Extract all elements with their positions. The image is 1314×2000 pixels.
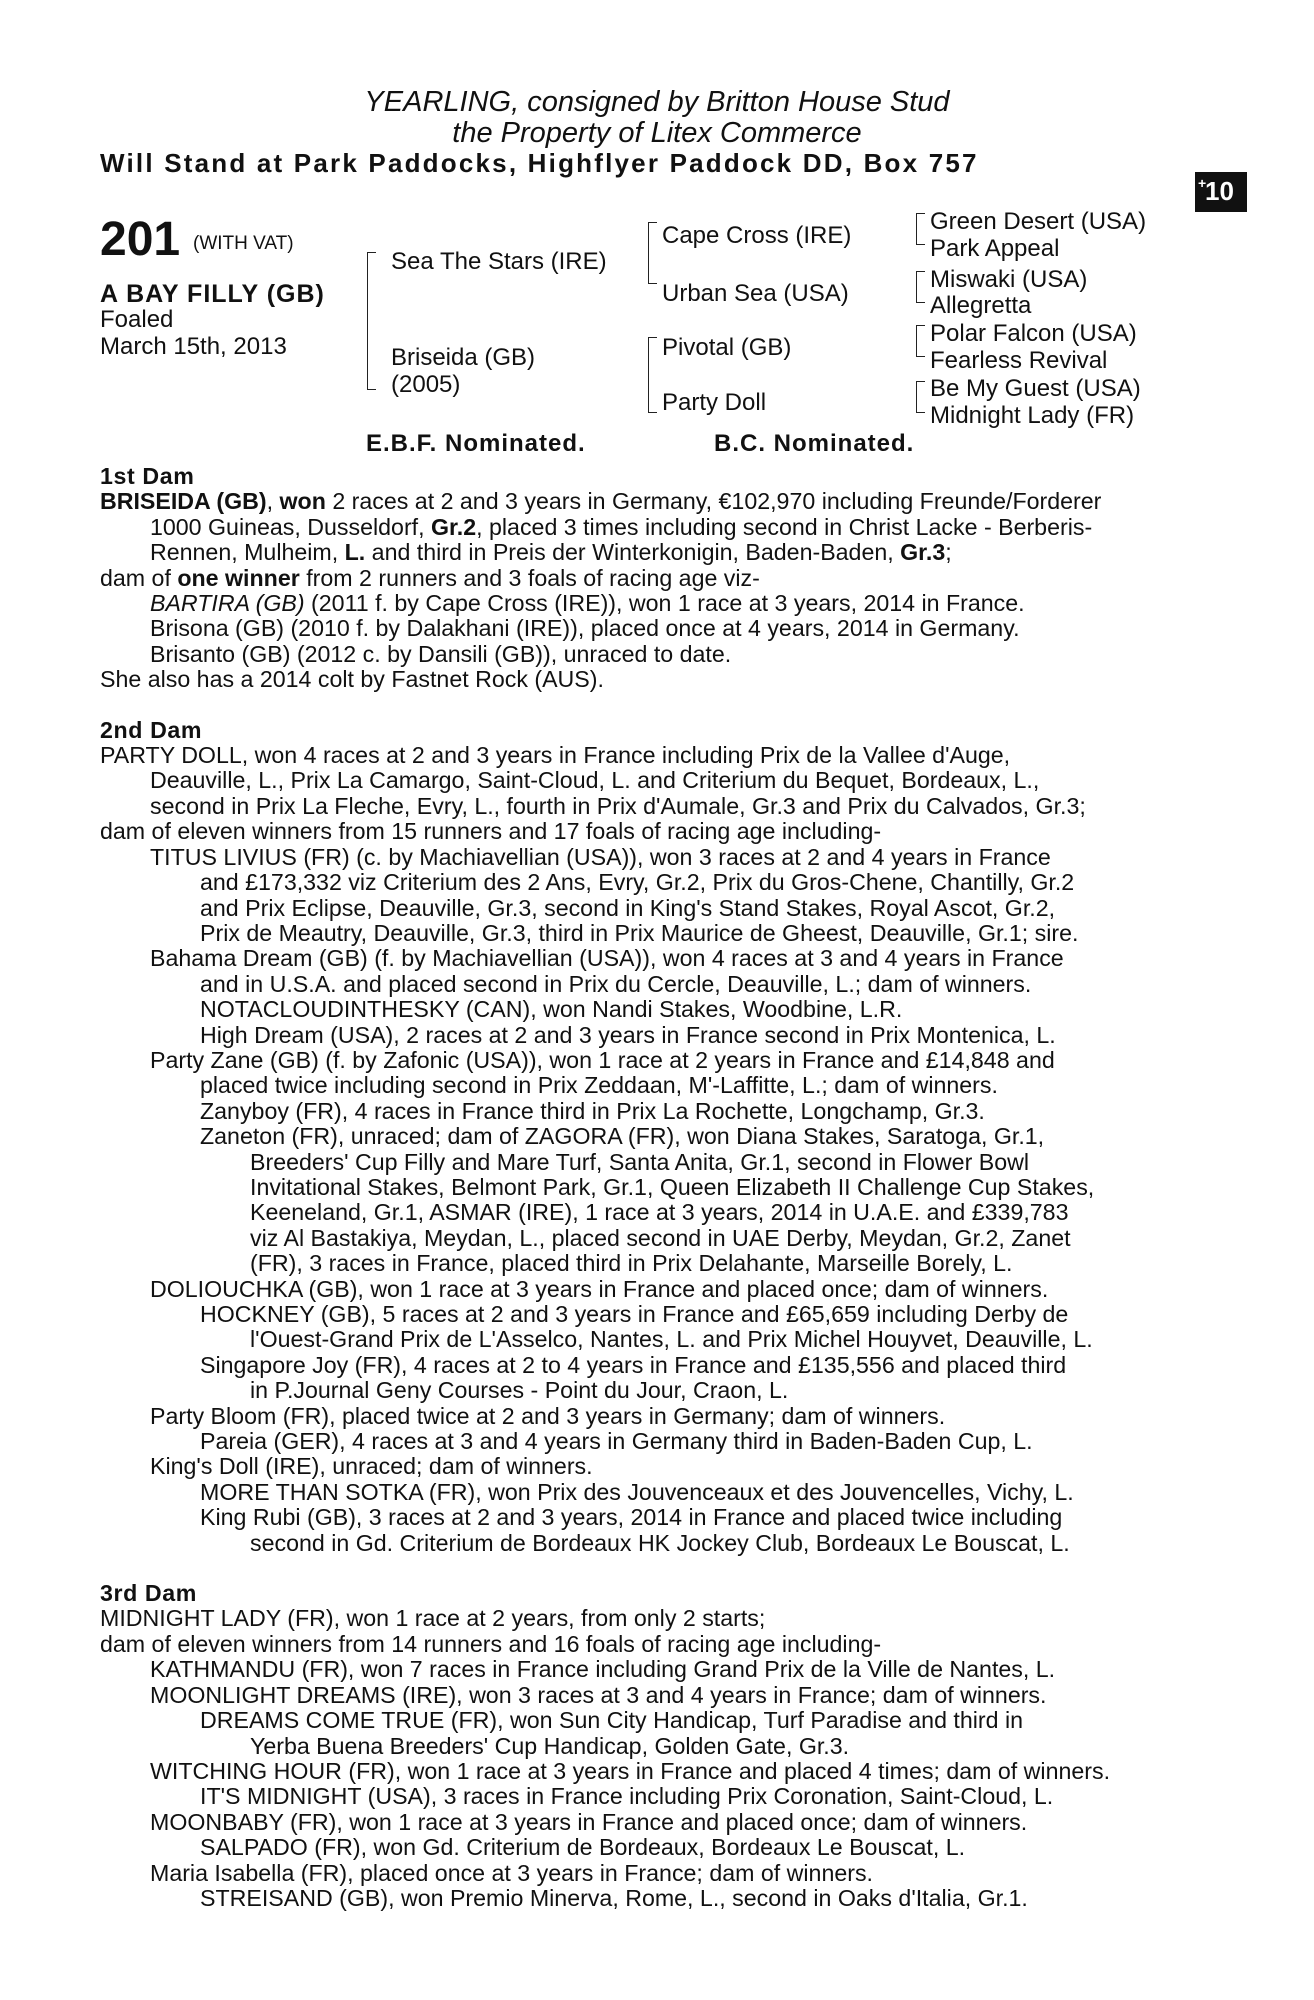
- produce-line: Party Zane (GB) (f. by Zafonic (USA)), won 1 race at 2 years in France and £14,848 and: [150, 1046, 1055, 1073]
- produce-line: placed twice including second in Prix Zeddaan, M'-Laffitte, L.; dam of winners.: [200, 1072, 998, 1099]
- pedigree-brace-2a: [648, 222, 657, 284]
- ebf-nominated: E.B.F. Nominated.: [366, 430, 586, 457]
- produce-line: She also has a 2014 colt by Fastnet Rock (AUS).: [100, 666, 604, 693]
- produce-line: Singapore Joy (FR), 4 races at 2 to 4 years in France and £135,556 and placed third: [200, 1351, 1067, 1378]
- produce-line: Breeders' Cup Filly and Mare Turf, Santa Anita, Gr.1, second in Flower Bowl: [250, 1148, 1029, 1175]
- second-dam-line: second in Prix La Fleche, Evry, L., fourth in Prix d'Aumale, Gr.3 and Prix du Calvados, Gr.3;: [150, 792, 1086, 819]
- produce-line: King's Doll (IRE), unraced; dam of winners.: [150, 1453, 593, 1480]
- pedigree-ds: Pivotal (GB): [662, 334, 792, 361]
- pedigree-brace-2b: [648, 337, 657, 413]
- pedigree-brace-3a: [916, 213, 925, 245]
- pedigree-ssd: Park Appeal: [930, 235, 1060, 262]
- produce-line: Zanyboy (FR), 4 races in France third in Prix La Rochette, Longchamp, Gr.3.: [200, 1097, 985, 1124]
- pedigree-brace-1: [367, 252, 376, 390]
- produce-line: Bahama Dream (GB) (f. by Machiavellian (USA)), won 4 races at 3 and 4 years in France: [150, 945, 1064, 972]
- produce-line: Party Bloom (FR), placed twice at 2 and 3 years in Germany; dam of winners.: [150, 1402, 946, 1429]
- third-dam-heading: 3rd Dam: [100, 1580, 197, 1607]
- second-dam-line: Deauville, L., Prix La Camargo, Saint-Cloud, L. and Criterium du Bequet, Bordeaux, L.,: [150, 767, 1040, 794]
- barn-badge: [1195, 172, 1247, 212]
- produce-line: NOTACLOUDINTHESKY (CAN), won Nandi Stakes, Woodbine, L.R.: [200, 996, 903, 1023]
- pedigree-sds: Miswaki (USA): [930, 266, 1088, 293]
- produce-line: Yerba Buena Breeders' Cup Handicap, Golden Gate, Gr.3.: [250, 1732, 850, 1759]
- pedigree-dd: Party Doll: [662, 389, 767, 416]
- produce-line: WITCHING HOUR (FR), won 1 race at 3 years in France and placed 4 times; dam of winners.: [150, 1757, 1111, 1784]
- second-dam-heading: 2nd Dam: [100, 716, 203, 743]
- first-dam-heading: 1st Dam: [100, 463, 195, 489]
- produce-line: IT'S MIDNIGHT (USA), 3 races in France including Prix Coronation, Saint-Cloud, L.: [200, 1783, 1054, 1810]
- produce-line: second in Gd. Criterium de Bordeaux HK Jockey Club, Bordeaux Le Bouscat, L.: [250, 1529, 1070, 1556]
- produce-line: SALPADO (FR), won Gd. Criterium de Bordeaux, Bordeaux Le Bouscat, L.: [200, 1834, 966, 1861]
- produce-line: Maria Isabella (FR), placed once at 3 years in France; dam of winners.: [150, 1859, 873, 1886]
- pedigree-sire: Sea The Stars (IRE): [391, 248, 607, 275]
- third-dam-line: dam of eleven winners from 14 runners and 16 foals of racing age including-: [100, 1630, 882, 1657]
- produce-line: DOLIOUCHKA (GB), won 1 race at 3 years in France and placed once; dam of winners.: [150, 1275, 1049, 1302]
- pedigree-brace-3c: [916, 325, 925, 357]
- produce-line: High Dream (USA), 2 races at 2 and 3 years in France second in Prix Montenica, L.: [200, 1021, 1056, 1048]
- produce-line: Zaneton (FR), unraced; dam of ZAGORA (FR), won Diana Stakes, Saratoga, Gr.1,: [200, 1123, 1045, 1150]
- second-dam-line: PARTY DOLL, won 4 races at 2 and 3 years in France including Prix de la Vallee d'Auge,: [100, 742, 1011, 769]
- location-line: Will Stand at Park Paddocks, Highflyer Paddock DD, Box 757: [100, 148, 979, 178]
- first-dam-line: BRISEIDA (GB), won 2 races at 2 and 3 years in Germany, €102,970 including Freunde/Forderer: [100, 488, 1102, 515]
- pedigree-ss: Cape Cross (IRE): [662, 222, 852, 249]
- pedigree-brace-3b: [916, 271, 925, 303]
- produce-line: KATHMANDU (FR), won 7 races in France including Grand Prix de la Ville de Nantes, L.: [150, 1656, 1056, 1683]
- pedigree-dds: Be My Guest (USA): [930, 375, 1141, 402]
- produce-line: BARTIRA (GB) (2011 f. by Cape Cross (IRE)), won 1 race at 3 years, 2014 in France.: [150, 590, 1025, 617]
- pedigree-dsd: Fearless Revival: [930, 347, 1108, 374]
- produce-line: and in U.S.A. and placed second in Prix du Cercle, Deauville, L.; dam of winners.: [200, 970, 1032, 997]
- produce-line: viz Al Bastakiya, Meydan, L., placed second in UAE Derby, Meydan, Gr.2, Zanet: [250, 1224, 1071, 1251]
- pedigree-dss: Polar Falcon (USA): [930, 320, 1137, 347]
- produce-line: MOONBABY (FR), won 1 race at 3 years in France and placed once; dam of winners.: [150, 1808, 1028, 1835]
- pedigree-sdd: Allegretta: [930, 292, 1032, 319]
- produce-line: Keeneland, Gr.1, ASMAR (IRE), 1 race at 3 years, 2014 in U.A.E. and £339,783: [250, 1199, 1069, 1226]
- produce-line: Prix de Meautry, Deauville, Gr.3, third in Prix Maurice de Gheest, Deauville, Gr.1; sire.: [200, 919, 1079, 946]
- produce-line: (FR), 3 races in France, placed third in Prix Delahante, Marseille Borely, L.: [250, 1250, 1013, 1277]
- second-dam-line: dam of eleven winners from 15 runners and 17 foals of racing age including-: [100, 818, 882, 845]
- pedigree-ddd: Midnight Lady (FR): [930, 402, 1135, 429]
- produce-line: Brisanto (GB) (2012 c. by Dansili (GB)), unraced to date.: [150, 640, 732, 667]
- pedigree-brace-3d: [916, 381, 925, 413]
- foaled-date: March 15th, 2013: [100, 333, 287, 360]
- pedigree-sd: Urban Sea (USA): [662, 280, 849, 307]
- third-dam-line: MIDNIGHT LADY (FR), won 1 race at 2 years, from only 2 starts;: [100, 1605, 766, 1632]
- produce-line: Invitational Stakes, Belmont Park, Gr.1, Queen Elizabeth II Challenge Cup Stakes,: [250, 1173, 1095, 1200]
- produce-line: in P.Journal Geny Courses - Point du Jour, Craon, L.: [250, 1377, 789, 1404]
- first-dam-line: Rennen, Mulheim, L. and third in Preis der Winterkonigin, Baden-Baden, Gr.3;: [150, 539, 952, 566]
- produce-line: MORE THAN SOTKA (FR), won Prix des Jouvenceaux et des Jouvencelles, Vichy, L.: [200, 1478, 1074, 1505]
- consignor-line: YEARLING, consigned by Britton House Stud: [364, 86, 950, 118]
- produce-line: and Prix Eclipse, Deauville, Gr.3, second in King's Stand Stakes, Royal Ascot, Gr.2,: [200, 894, 1056, 921]
- produce-line: l'Ouest-Grand Prix de L'Asselco, Nantes, L. and Prix Michel Houyvet, Deauville, L.: [250, 1326, 1093, 1353]
- pedigree-sss: Green Desert (USA): [930, 208, 1147, 235]
- foaled-label: Foaled: [100, 306, 174, 333]
- produce-line: TITUS LIVIUS (FR) (c. by Machiavellian (USA)), won 3 races at 2 and 4 years in France: [150, 843, 1051, 870]
- barn-badge-plus: +: [1198, 175, 1207, 191]
- produce-line: Brisona (GB) (2010 f. by Dalakhani (IRE)), placed once at 4 years, 2014 in Germany.: [150, 615, 1020, 642]
- produce-line: HOCKNEY (GB), 5 races at 2 and 3 years in France and £65,659 including Derby de: [200, 1301, 1069, 1327]
- produce-line: Pareia (GER), 4 races at 3 and 4 years in Germany third in Baden-Baden Cup, L.: [200, 1428, 1033, 1455]
- produce-line: DREAMS COME TRUE (FR), won Sun City Handicap, Turf Paradise and third in: [200, 1707, 1024, 1734]
- first-dam-line: dam of one winner from 2 runners and 3 foals of racing age viz-: [100, 564, 760, 591]
- barn-badge-number: 10: [1205, 176, 1234, 206]
- produce-record: [100, 464, 1205, 1911]
- lot-number: 201: [100, 213, 181, 266]
- property-line: the Property of Litex Commerce: [452, 117, 862, 149]
- bc-nominated: B.C. Nominated.: [714, 430, 915, 457]
- produce-line: MOONLIGHT DREAMS (IRE), won 3 races at 3 and 4 years in France; dam of winners.: [150, 1681, 1047, 1708]
- pedigree-dam-year: (2005): [391, 371, 461, 398]
- pedigree-dam: Briseida (GB): [391, 344, 536, 371]
- horse-description: A BAY FILLY (GB): [100, 280, 325, 308]
- produce-line: STREISAND (GB), won Premio Minerva, Rome, L., second in Oaks d'Italia, Gr.1.: [200, 1884, 1028, 1911]
- produce-line: King Rubi (GB), 3 races at 2 and 3 years, 2014 in France and placed twice including: [200, 1504, 1063, 1531]
- vat-note: (WITH VAT): [193, 233, 294, 254]
- produce-line: and £173,332 viz Criterium des 2 Ans, Evry, Gr.2, Prix du Gros-Chene, Chantilly, Gr.2: [200, 869, 1075, 896]
- first-dam-line: 1000 Guineas, Dusseldorf, Gr.2, placed 3 times including second in Christ Lacke - Berberis-: [150, 513, 1093, 540]
